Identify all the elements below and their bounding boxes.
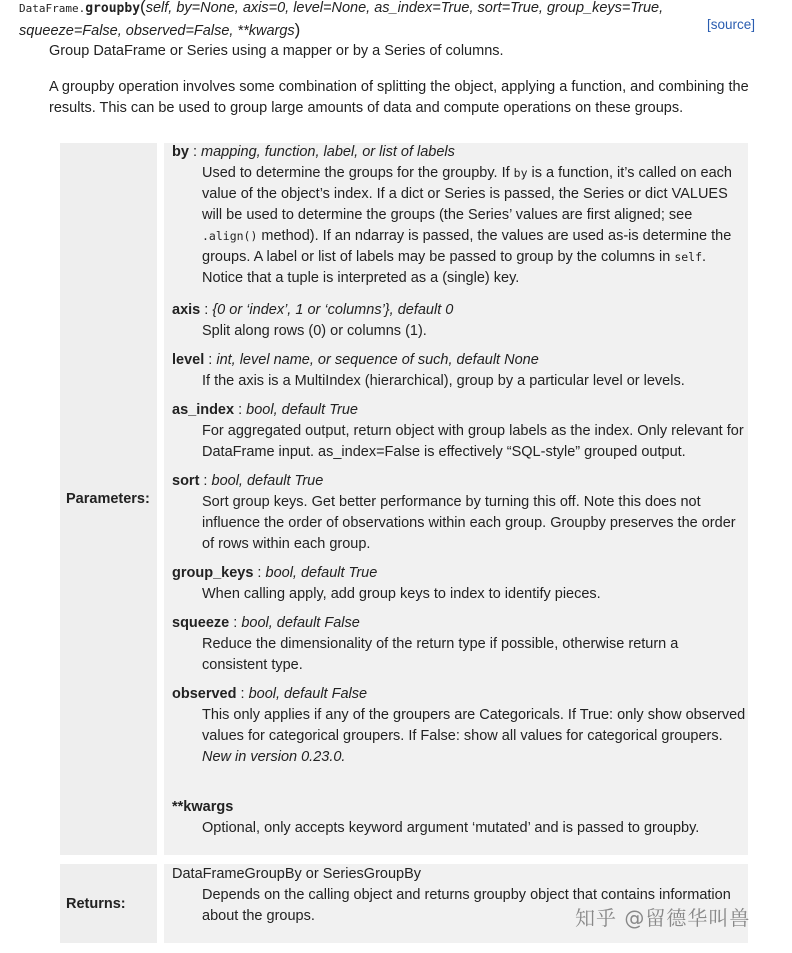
param-type: bool, default True <box>265 565 378 581</box>
param-type: int, level name, or sequence of such, default None <box>216 352 539 368</box>
param-desc: Sort group keys. Get better performance by turning this off. Note this does not influence the order of observations within each group. Groupby preserves the order of rows within each group. <box>202 494 736 552</box>
param-name: by <box>172 144 189 160</box>
signature-args-line2: squeeze=False, observed=False, **kwargs <box>19 23 295 39</box>
param-type: mapping, function, label, or list of labels <box>201 144 455 160</box>
param-as-index: as_index : bool, default True For aggregated output, return object with group labels as the index. Only relevant for DataFrame input. as_index=False is effectively “SQL-style” grouped output. <box>172 400 747 463</box>
param-type: bool, default False <box>248 686 368 702</box>
param-type: bool, default True <box>211 473 324 489</box>
param-desc: This only applies if any of the groupers are Categoricals. If True: only show observed values for categorical groupers. If False: show all values for categorical groupers. <box>202 707 746 744</box>
param-desc: For aggregated output, return object with group labels as the index. Only relevant for DataFrame input. as_index=False is effectively “SQL-style” grouped output. <box>202 423 744 460</box>
param-desc: Optional, only accepts keyword argument ‘mutated’ and is passed to groupby. <box>202 820 700 836</box>
param-desc: If the axis is a MultiIndex (hierarchical), group by a particular level or levels. <box>202 373 685 389</box>
param-name: squeeze <box>172 615 230 631</box>
param-type: bool, default False <box>241 615 360 631</box>
param-name: **kwargs <box>172 799 234 815</box>
inline-code: .align() <box>202 229 258 243</box>
source-link[interactable]: [source] <box>707 17 756 32</box>
param-name: level <box>172 352 205 368</box>
returns-desc: Depends on the calling object and returns groupby object that contains information about the groups. <box>202 887 731 924</box>
watermark: 知乎 @留德华叫兽 <box>575 906 751 930</box>
param-type: {0 or ‘index’, 1 or ‘columns’}, default 0 <box>212 302 454 318</box>
param-squeeze: squeeze : bool, default False Reduce the dimensionality of the return type if possible, otherwise return a consistent type. <box>172 613 747 676</box>
method-signature <box>19 0 699 42</box>
param-desc: Reduce the dimensionality of the return type if possible, otherwise return a consistent type. <box>202 636 679 673</box>
param-name: observed <box>172 686 237 702</box>
param-type: bool, default True <box>246 402 358 418</box>
param-desc: Used to determine the groups for the groupby. If by is a function, it’s called on each value of the object’s index. If a dict or Series is passed, the Series or dict VALUES will be used to determine the groups (the Series’ values are first aligned; see .align() method). If an ndarray is passed, the values are used as-is determine the groups. A label or list of labels may be passed to group by the columns in self. Notice that a tuple is interpreted as a (single) key. <box>202 165 732 286</box>
returns-label: Returns: <box>60 864 157 943</box>
param-name: axis <box>172 302 201 318</box>
param-sort: sort : bool, default True Sort group keys. Get better performance by turning this off. Note this does not influence the order of observations within each group. Groupby preserves the order of rows within each group. <box>172 471 747 555</box>
param-name: as_index <box>172 402 235 418</box>
method-name: groupby <box>85 1 141 16</box>
description-text: A groupby operation involves some combination of splitting the object, applying a function, and combining the results. This can be used to group large amounts of data and compute operations on these groups. <box>49 79 749 116</box>
parameters-label: Parameters: <box>60 143 157 855</box>
class-name: DataFrame. <box>19 2 86 15</box>
returns-type: DataFrameGroupBy or SeriesGroupBy <box>172 866 422 882</box>
param-axis: axis : {0 or ‘index’, 1 or ‘columns’}, default 0 Split along rows (0) or columns (1). <box>172 300 747 342</box>
open-paren: ( <box>140 0 146 16</box>
signature-args-line1: self, by=None, axis=0, level=None, as_index=True, sort=True, group_keys=True, <box>145 0 664 16</box>
inline-code: by <box>513 166 528 180</box>
param-desc: When calling apply, add group keys to index to identify pieces. <box>202 586 601 602</box>
version-note: New in version 0.23.0. <box>202 749 346 765</box>
param-kwargs <box>172 797 747 839</box>
inline-code: self <box>674 250 703 264</box>
param-desc: Split along rows (0) or columns (1). <box>202 323 427 339</box>
param-observed: observed : bool, default False This only applies if any of the groupers are Categoricals. If True: only show observed values for categorical groupers. If False: show all values for categorical groupers. New in version 0.23.0. <box>172 684 747 768</box>
param-group-keys: group_keys : bool, default True When calling apply, add group keys to index to identify pieces. <box>172 563 747 605</box>
param-name: sort <box>172 473 200 489</box>
summary-text: Group DataFrame or Series using a mapper or by a Series of columns. <box>49 43 504 59</box>
close-paren: ) <box>294 20 301 39</box>
param-name: group_keys <box>172 565 254 581</box>
param-by: by : mapping, function, label, or list of labels Used to determine the groups for the groupby. If by is a function, it’s called on each value of the object’s index. If a dict or Series is passed, the Series or dict VALUES will be used to determine the groups (the Series’ values are first aligned; see .align() method). If an ndarray is passed, the values are used as-is determine the groups. A label or list of labels may be passed to group by the columns in self. Notice that a tuple is interpreted as a (single) key. <box>172 142 747 289</box>
param-level: level : int, level name, or sequence of such, default None If the axis is a MultiIndex (hierarchical), group by a particular level or levels. <box>172 350 747 392</box>
